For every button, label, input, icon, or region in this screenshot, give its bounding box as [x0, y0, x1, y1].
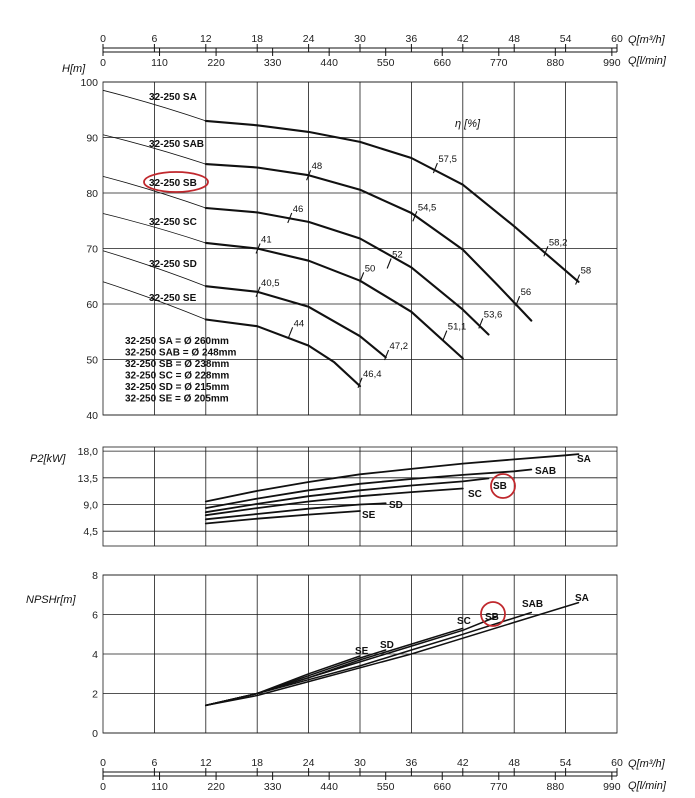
diameter-entry: 32-250 SA = Ø 260mm: [125, 336, 229, 347]
tick-label-m3h: 30: [354, 757, 366, 769]
efficiency-label: 51,1: [447, 321, 467, 333]
tick-label-m3h: 6: [151, 757, 158, 769]
tick-label-lmin: 770: [490, 57, 508, 69]
tick-label-lmin: 990: [603, 57, 621, 69]
tick-label-m3h: 6: [151, 33, 158, 45]
efficiency-label: 52: [392, 249, 403, 261]
tick-label-m3h: 18: [251, 757, 264, 769]
power-curve-label: SB: [493, 481, 507, 492]
tick-label-m3h: 12: [199, 33, 212, 45]
tick-label-lmin: 660: [433, 781, 452, 793]
y-tick-label: 2: [92, 688, 98, 701]
efficiency-label: 56: [520, 287, 532, 299]
npsh-curve-label: SB: [485, 612, 499, 623]
diameter-entry: 32-250 SAB = Ø 248mm: [125, 347, 237, 359]
efficiency-label: 47,2: [389, 341, 409, 353]
tick-label-m3h: 42: [456, 757, 469, 769]
power-curve-label: SE: [362, 510, 376, 521]
efficiency-label: 48: [311, 161, 323, 173]
tick-label-lmin: 110: [151, 781, 168, 793]
efficiency-tick: [443, 331, 447, 341]
tick-label-m3h: 54: [559, 757, 572, 769]
tick-label-lmin: 990: [603, 781, 621, 793]
power-curve-label: SAB: [535, 466, 557, 477]
top-x-axis: [100, 33, 667, 69]
efficiency-tick: [289, 327, 293, 337]
efficiency-label: 50: [364, 263, 376, 275]
tick-label-m3h: 54: [559, 33, 572, 45]
npsh-curve-label: SD: [380, 640, 394, 651]
tick-label-lmin: 0: [100, 781, 106, 793]
tick-label-m3h: 48: [508, 757, 521, 769]
head-curve-label: 32-250 SB: [149, 178, 197, 189]
diameter-entry: 32-250 SE = Ø 205mm: [125, 393, 229, 405]
tick-label-lmin: 330: [263, 57, 282, 69]
head-curve-label: 32-250 SC: [149, 217, 197, 228]
y-tick-label: 50: [86, 354, 98, 367]
tick-label-m3h: 24: [302, 757, 315, 769]
power-curve-label: SA: [577, 454, 591, 465]
npsh-curve-label: SE: [355, 646, 369, 657]
npsh-curve-label: SC: [457, 616, 471, 627]
diameter-entry: 32-250 SC = Ø 228mm: [125, 370, 230, 382]
tick-label-lmin: 330: [263, 781, 282, 793]
y-tick-label: 4,5: [83, 526, 98, 539]
tick-label-lmin: 550: [376, 781, 395, 793]
head-curve: [206, 243, 463, 359]
y-tick-label: 18,0: [77, 446, 98, 459]
y-tick-label: 4: [92, 649, 98, 661]
tick-label-m3h: 42: [456, 33, 469, 45]
tick-label-m3h: 0: [100, 757, 106, 769]
npsh-curve-label: SAB: [522, 599, 544, 610]
tick-label-m3h: 48: [508, 33, 521, 45]
top-q-m3h-label: Q[m³/h]: [628, 34, 665, 46]
power-curve: [206, 478, 489, 512]
y-tick-label: 80: [86, 188, 98, 200]
head-curve-label: 32-250 SAB: [149, 139, 205, 150]
y-tick-label: 90: [86, 132, 98, 145]
bottom-x-axis: [100, 757, 667, 793]
y-tick-label: 40: [86, 410, 98, 422]
tick-label-lmin: 550: [376, 57, 395, 69]
y-tick-label: 13,5: [77, 472, 98, 485]
bottom-q-lmin-label: Q[l/min]: [628, 780, 666, 792]
y-tick-label: 8: [92, 570, 98, 582]
head-curve-label: 32-250 SE: [149, 293, 197, 304]
tick-label-lmin: 440: [320, 57, 338, 69]
tick-label-lmin: 440: [320, 781, 338, 793]
y-tick-label: 6: [92, 609, 98, 622]
tick-label-m3h: 0: [100, 33, 106, 45]
efficiency-axis-label: η [%]: [455, 118, 481, 130]
efficiency-label: 58,2: [548, 237, 568, 249]
npsh-curve: [206, 650, 386, 705]
head-curve: [206, 208, 489, 335]
power-curve-label: SD: [389, 500, 403, 511]
efficiency-tick: [385, 350, 389, 360]
efficiency-label: 41: [261, 234, 272, 246]
npsh-curve-panel: [26, 570, 617, 740]
tick-label-m3h: 36: [405, 33, 418, 45]
y-tick-label: 70: [86, 243, 98, 256]
tick-label-lmin: 0: [100, 57, 106, 69]
tick-label-m3h: 60: [611, 757, 623, 769]
tick-label-lmin: 220: [207, 57, 225, 69]
y-tick-label: 100: [80, 77, 98, 89]
efficiency-tick: [387, 258, 391, 268]
npsh-axis-label: NPSHr[m]: [26, 594, 76, 606]
tick-label-m3h: 36: [405, 757, 418, 769]
tick-label-m3h: 12: [199, 757, 212, 769]
npsh-curve-label: SA: [575, 593, 589, 604]
efficiency-label: 40,5: [261, 277, 280, 289]
npsh-curve: [206, 656, 360, 705]
bottom-q-m3h-label: Q[m³/h]: [628, 758, 665, 770]
top-q-lmin-label: Q[l/min]: [628, 55, 666, 67]
y-tick-label: 9,0: [83, 499, 98, 512]
tick-label-lmin: 880: [546, 781, 565, 793]
head-axis-label: H[m]: [62, 63, 86, 75]
y-tick-label: 0: [92, 728, 98, 740]
tick-label-m3h: 60: [611, 33, 623, 45]
tick-label-lmin: 770: [490, 781, 508, 793]
efficiency-label: 57,5: [438, 154, 457, 166]
tick-label-lmin: 880: [546, 57, 565, 69]
y-tick-label: 60: [86, 299, 98, 311]
efficiency-label: 44: [293, 318, 305, 330]
tick-label-lmin: 660: [433, 57, 452, 69]
efficiency-label: 54,5: [417, 202, 437, 214]
head-curve-panel: [62, 63, 617, 422]
tick-label-lmin: 220: [207, 781, 225, 793]
power-curve-label: SC: [468, 489, 482, 500]
diameter-entry: 32-250 SB = Ø 238mm: [125, 359, 230, 370]
diameter-entry: 32-250 SD = Ø 215mm: [125, 382, 230, 393]
efficiency-label: 46: [292, 203, 304, 215]
efficiency-label: 46,4: [363, 368, 382, 380]
tick-label-m3h: 24: [302, 33, 315, 45]
head-curve-label: 32-250 SD: [149, 259, 197, 270]
tick-label-m3h: 30: [354, 33, 366, 45]
head-curve-label: 32-250 SA: [149, 92, 197, 103]
tick-label-m3h: 18: [251, 33, 264, 45]
efficiency-label: 53,6: [483, 309, 503, 321]
power-curve-panel: [30, 446, 617, 546]
efficiency-label: 58: [580, 265, 592, 277]
power-axis-label: P2[kW]: [30, 453, 66, 465]
tick-label-lmin: 110: [151, 57, 168, 69]
